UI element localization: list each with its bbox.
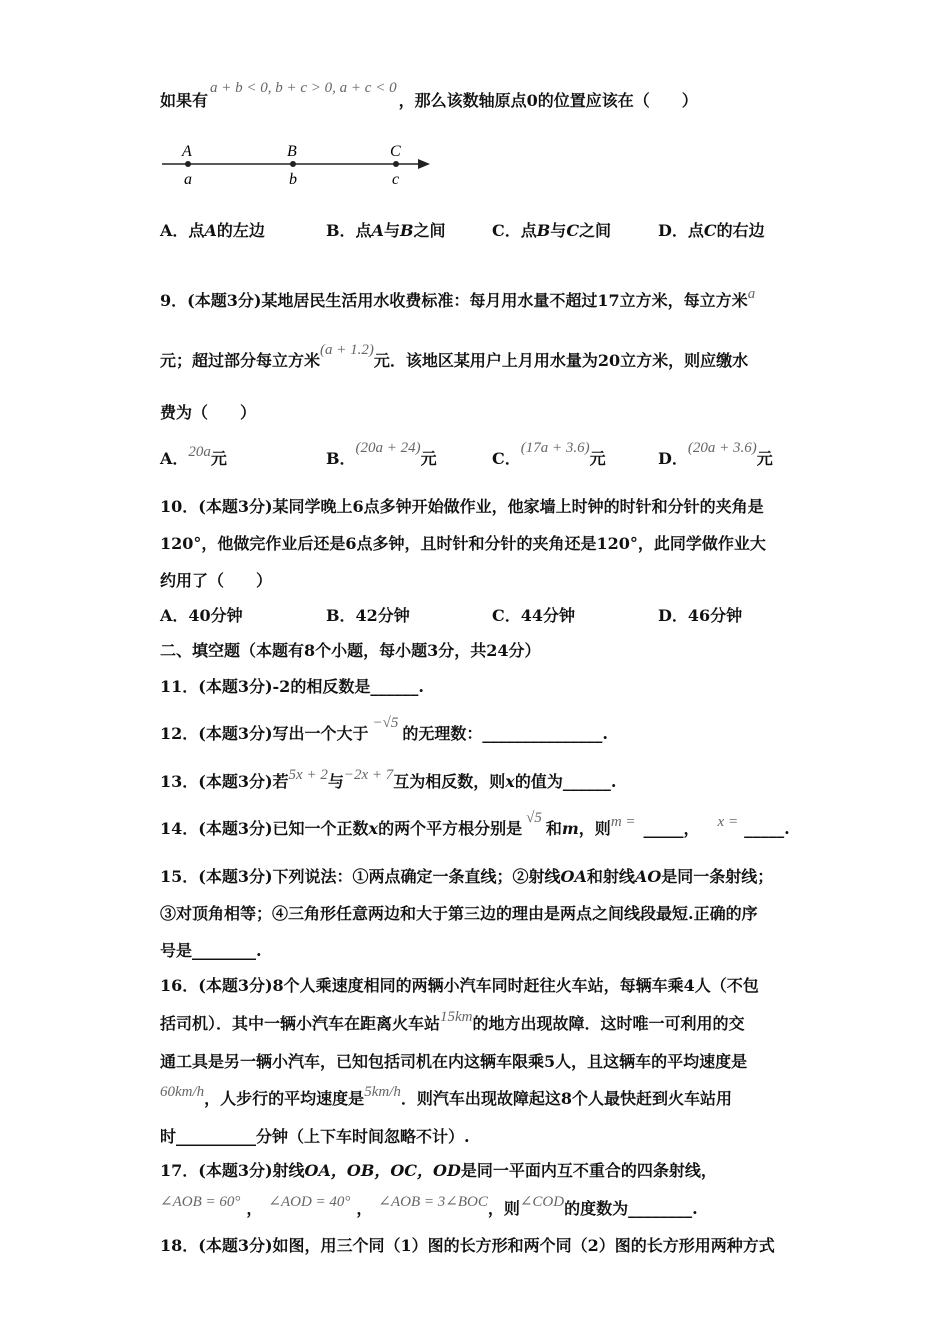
number-line [160, 138, 450, 192]
q16-line1: 16．(本题3分)8个人乘速度相同的两辆小汽车同时赶往火车站，每辆车乘4人（不包 [160, 976, 759, 995]
label-upper-a: A [182, 143, 192, 160]
q10-option-d[interactable]: D．46分钟 [658, 606, 743, 625]
label-lower-a: a [184, 171, 192, 188]
q9-option-d[interactable]: D．(20a + 3.6)元 [658, 440, 773, 468]
section-heading: 二、填空题（本题有8个小题，每小题3分，共24分） [160, 641, 541, 660]
q8-option-c[interactable]: C．点B与C之间 [492, 221, 612, 240]
q16-line3: 通工具是另一辆小汽车，已知包括司机在内这辆车限乘5人，且这辆车的平均速度是 [160, 1052, 748, 1071]
q10-option-b[interactable]: B．42分钟 [326, 606, 410, 625]
q8-condition: a + b < 0, b + c > 0, a + c < 0 [210, 80, 397, 96]
q12-line: 12．(本题3分)写出一个大于−√5的无理数：_______________. [160, 715, 608, 743]
q16-line5: 时__________分钟（上下车时间忽略不计）. [160, 1127, 470, 1146]
q8-option-b[interactable]: B．点A与B之间 [326, 221, 446, 240]
q17-line1: 17．(本题3分)射线OA，OB，OC，OD是同一平面内互不重合的四条射线， [160, 1161, 717, 1180]
q9-math-a: a [747, 286, 756, 302]
q15-line1: 15．(本题3分)下列说法：①两点确定一条直线；②射线OA和射线AO是同一条射线； [160, 867, 774, 886]
q12-math: −√5 [372, 715, 399, 731]
q18-line: 18．(本题3分)如图，用三个同（1）图的长方形和两个同（2）图的长方形用两种方式 [160, 1236, 775, 1255]
q13-line: 13．(本题3分)若5x + 2与−2x + 7互为相反数，则x的值为______. [160, 767, 617, 791]
label-lower-b: b [289, 171, 297, 188]
q8-prefix: 如果有 [160, 91, 209, 110]
q10-line3: 约用了（ ） [160, 571, 273, 590]
q10-option-a[interactable]: A．40分钟 [160, 606, 243, 625]
q10-option-c[interactable]: C．44分钟 [492, 606, 576, 625]
q9-line2: 元；超过部分每立方米(a + 1.2)元．该地区某用户上月用水量为20立方米，则应缴水 [160, 342, 749, 370]
q16-line4: 60km/h，人步行的平均速度是5km/h．则汽车出现故障起这8个人最快赶到火车站用 [160, 1084, 732, 1108]
q10-line1: 10．(本题3分)某同学晚上6点多钟开始做作业，他家墙上时钟的时针和分针的夹角是 [160, 497, 764, 516]
label-lower-c: c [392, 171, 400, 188]
q15-line2: ③对顶角相等；④三角形任意两边和大于第三边的理由是两点之间线段最短.正确的序 [160, 904, 758, 923]
label-upper-c: C [390, 143, 401, 160]
q9-line1: 9．(本题3分)某地居民生活用水收费标准：每月用水量不超过17立方米，每立方米a [160, 286, 756, 310]
q8-line [160, 80, 698, 113]
q16-line2: 括司机）．其中一辆小汽车在距离火车站15km的地方出现故障．这时唯一可利用的交 [160, 1009, 745, 1033]
number-line-arrow [418, 159, 430, 169]
q9-option-b[interactable]: B．(20a + 24)元 [326, 440, 437, 468]
label-upper-b: B [287, 143, 297, 160]
q8-option-a[interactable]: A．点A的左边 [160, 221, 265, 240]
q9-option-a[interactable]: A．20a元 [160, 444, 227, 468]
point-c-dot [393, 161, 399, 167]
q9-line3: 费为（ ） [160, 403, 257, 422]
q8-suffix: ，那么该数轴原点0的位置应该在（ ） [398, 91, 698, 110]
q9-math-a-plus: (a + 1.2) [320, 342, 374, 358]
q15-line3: 号是________. [160, 941, 262, 960]
q14-line: 14．(本题3分)已知一个正数x的两个平方根分别是√5和m，则m = _____， x = _____. [160, 810, 790, 838]
q9-option-c[interactable]: C．(17a + 3.6)元 [492, 440, 606, 468]
point-a-dot [185, 161, 191, 167]
q17-line2: ∠AOB = 60° ， ∠AOD = 40° ， ∠AOB = 3∠BOC，则∠COD的度数为________. [160, 1194, 698, 1218]
q8-option-d[interactable]: D．点C的右边 [658, 221, 765, 240]
q11-line: 11．(本题3分)-2的相反数是______. [160, 677, 424, 696]
point-b-dot [290, 161, 296, 167]
q10-line2: 120°，他做完作业后还是6点多钟，且时针和分针的夹角还是120°，此同学做作业大 [160, 534, 766, 553]
